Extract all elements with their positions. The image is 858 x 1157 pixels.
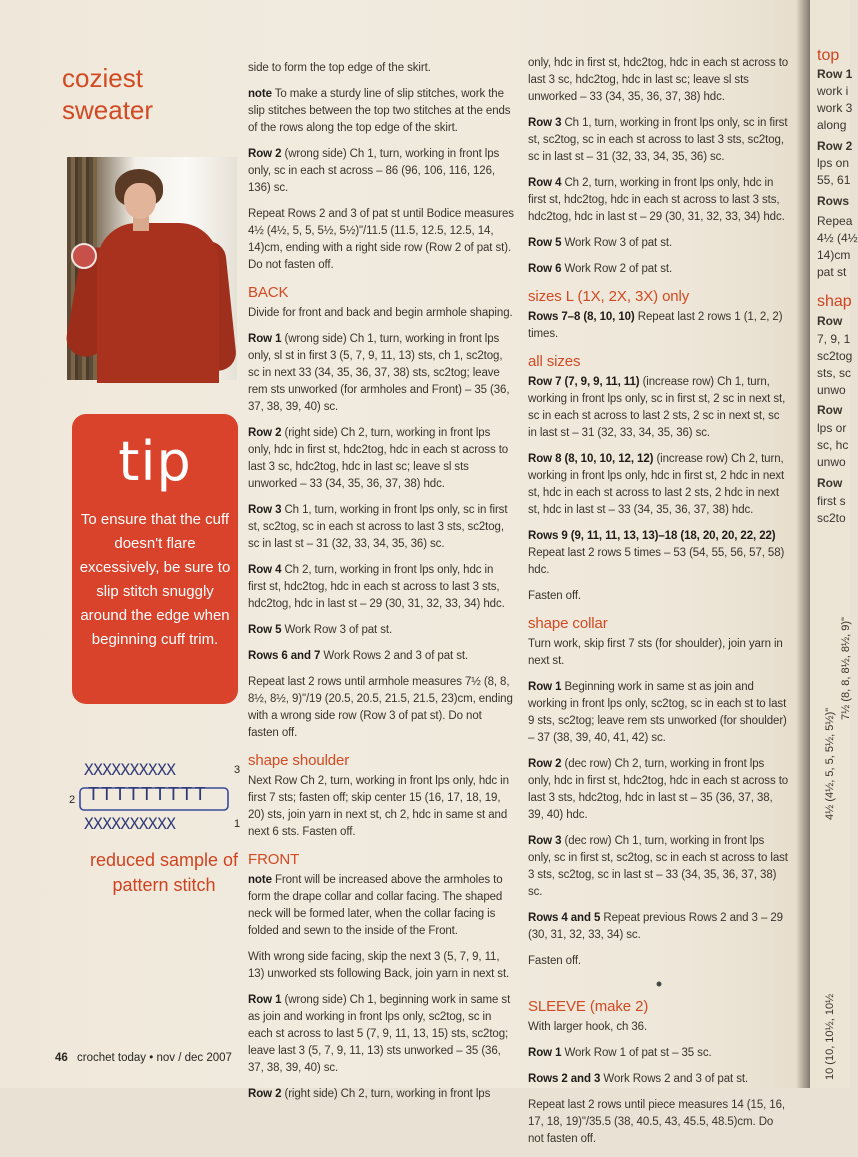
paragraph: Repeat Rows 2 and 3 of pat st until Bodice measures 4½ (4½, 5, 5, 5½, 5½)"/11.5 (11.5, 12.5, 12.5, 14, 14)cm, ending with a right side row (Row 2 of pat st). Do not fasten off. xyxy=(248,208,514,271)
heading-back: BACK xyxy=(248,284,289,301)
row-label: Rows 2 and 3 xyxy=(528,1073,601,1085)
paragraph xyxy=(248,425,514,493)
np-line: 4½ (4½ xyxy=(817,231,858,245)
paragraph-text: Repeat last 2 rows 1 (1, 2, 2) times. xyxy=(528,311,783,340)
paragraph-text: Front will be increased above the armholes to form the drape collar and collar facing. The shaped neck will be formed later, when the collar facing is folded and sewn to the inside of the Front. xyxy=(248,874,503,937)
np-line: Row xyxy=(817,476,843,490)
diagram-row-number-2: 2 xyxy=(69,794,76,806)
row-label: Row 1 xyxy=(528,681,562,693)
np-line: work 3 xyxy=(817,101,853,115)
title-line-1: coziest xyxy=(62,63,143,93)
diagram-caption: reduced sample of pattern stitch xyxy=(89,850,239,895)
paragraph xyxy=(248,648,514,665)
row-label: Row 2 xyxy=(248,427,282,439)
np-line: Repea xyxy=(817,214,853,228)
np-line: shap xyxy=(817,293,852,310)
row-label: Row 2 xyxy=(528,758,562,770)
row-label: Row 6 xyxy=(528,263,562,275)
diagram-row-number-3: 3 xyxy=(234,764,241,776)
np-line: lps on xyxy=(817,156,850,170)
np-vertical-measure: 4½ (4½, 5, 5, 5½, 5½)" xyxy=(824,707,836,820)
row-label: Row 3 xyxy=(528,117,562,129)
row-label: Row 8 (8, 10, 10, 12, 12) xyxy=(528,453,654,465)
row-label: Row 2 xyxy=(248,148,282,160)
paragraph xyxy=(528,235,790,252)
paragraph xyxy=(528,374,790,442)
paragraph-text: Repeat previous Rows 2 and 3 – 29 (30, 31, 32, 33, 34) sc. xyxy=(528,912,783,941)
paragraph-text: Ch 1, turn, working in front lps only, sc in first st, sc2tog, sc in each st across to last 3 sts, sc2tog, sc in last st – 31 (32, 33, 34, 35, 36) sc. xyxy=(528,117,788,163)
row-label: Row 3 xyxy=(528,835,562,847)
np-line: unwo xyxy=(817,383,846,397)
paragraph: only, hdc in first st, hdc2tog, hdc in each st across to last 3 sc, hdc2tog, hdc in last sc; leave sl sts unworked – 33 (34, 35, 36, 37, 38) hdc. xyxy=(528,57,789,103)
row-label: Rows 4 and 5 xyxy=(528,912,601,924)
np-line: 55, 61 xyxy=(817,173,851,187)
paragraph xyxy=(528,1071,790,1088)
paragraph xyxy=(528,309,790,343)
magazine-name: crochet today xyxy=(77,1052,147,1064)
tip-heading: tip xyxy=(118,430,192,493)
title-line-2: sweater xyxy=(62,95,154,125)
paragraph-text: (increase row) Ch 1, turn, working in front lps only, sc in first st, 2 sc in next st, sc in each st across to last 2 sts, 2 sc in next st, sc in last st – 31 (32, 33, 34, 35, 36) sc. xyxy=(528,376,786,439)
red-sweater xyxy=(97,223,219,383)
paragraph-text: Ch 1, turn, working in front lps only, sc in first st, sc2tog, sc in each st across to last 3 sts, sc2tog, sc in last st – 31 (32, 33, 34, 35, 36) sc. xyxy=(248,504,508,550)
adjacent-page-edge xyxy=(810,0,858,1088)
note-label: note xyxy=(248,88,272,100)
paragraph xyxy=(248,502,514,553)
tip-text: To ensure that the cuff doesn't flare excessively, be sure to slip stitch snuggly around the edge when beginning cuff trim. xyxy=(79,511,231,648)
page-footer xyxy=(55,1052,232,1064)
paragraph: side to form the top edge of the skirt. xyxy=(248,62,431,74)
paragraph-text: Ch 2, turn, working in front lps only, hdc in first st, hdc2tog, hdc in each st across to last 3 sts, hdc2tog, hdc in last st – 29 (30, 31, 32, 33, 34) hdc. xyxy=(248,564,505,610)
column-2 xyxy=(528,55,790,1157)
paragraph-text: Work Row 2 of pat st. xyxy=(561,263,673,275)
np-line: unwo xyxy=(817,455,846,469)
paragraph: With larger hook, ch 36. xyxy=(528,1021,648,1033)
paragraph: Repeat last 2 rows until piece measures 14 (15, 16, 17, 18, 19)"/35.5 (38, 40.5, 43, 45.5, 48.5)cm. Do not fasten off. xyxy=(528,1099,785,1145)
paragraph-text: (right side) Ch 2, turn, working in front lps only, hdc in first st, hdc2tog, hdc in each st across to last 3 sc, hdc2tog, hdc in last sc; leave sl sts unworked – 33 (34, 35, 36, 37, 38) hdc. xyxy=(248,427,509,490)
paragraph xyxy=(528,756,790,824)
np-line: pat st xyxy=(817,265,847,279)
paragraph xyxy=(248,86,514,137)
paragraph xyxy=(528,833,790,901)
np-line: sc2tog xyxy=(817,349,853,363)
np-line: sts, sc xyxy=(817,366,852,380)
paragraph xyxy=(248,992,514,1077)
heading-shape-collar: shape collar xyxy=(528,615,608,632)
paragraph-text: Beginning work in same st as join and working in front lps only, sc2tog, sc in each st to last 9 sts, sc2tog; leave rem sts unworked (for shoulder) – 37 (38, 39, 40, 41, 42) sc. xyxy=(528,681,787,744)
page-gutter-shadow xyxy=(796,0,810,1088)
paragraph-text: (dec row) Ch 1, turn, working in front lps only, sc in first st, sc2tog, sc in each st across to last 3 sts, sc2tog, sc in last st – 33 (34, 35, 36, 37, 38) sc. xyxy=(528,835,788,898)
paragraph: Repeat last 2 rows until armhole measures 7½ (8, 8, 8½, 8½, 9)"/19 (20.5, 20.5, 21.5, 21.5, 23)cm, ending with a wrong side row (Row 3 of pat st). Do not fasten off. xyxy=(248,676,513,739)
paragraph-text: Work Rows 2 and 3 of pat st. xyxy=(320,650,469,662)
model-face xyxy=(124,183,156,219)
np-line: 14)cm xyxy=(817,248,851,262)
paragraph-text: (wrong side) Ch 1, turn, working in front lps only, sc in each st across – 86 (96, 106, 116, 126, 136) sc. xyxy=(248,148,500,194)
row-label: Row 1 xyxy=(528,1047,562,1059)
paragraph-text: To make a sturdy line of slip stitches, work the slip stitches between the top two stitches at the ends of the rows along the top edge of the skirt. xyxy=(248,88,511,134)
yarn-ball xyxy=(71,243,97,269)
paragraph-text: (wrong side) Ch 1, turn, working in front lps only, sl st in first 3 (5, 7, 9, 11, 13) sts, ch 1, sc2tog, sc in next 33 (34, 35, 36, 37, 38) sts, sc2tog; leave rem sts unworked (for armholes and Front) – 35 (36, 37, 38, 39, 40) sc. xyxy=(248,333,510,413)
row-label: Row 5 xyxy=(248,624,282,636)
paragraph-text: Work Row 1 of pat st – 35 sc. xyxy=(561,1047,712,1059)
heading-shape-shoulder: shape shoulder xyxy=(248,752,350,769)
paragraph-text: (wrong side) Ch 1, beginning work in same st as join and working in front lps only, sc2tog, sc in each st across to last 5 (7, 9, 11, 13, 15) sts, sc2tog; leave last 3 (5, 7, 9, 11, 13) sts unworked – 35 (36, 37, 38, 39, 40) sc. xyxy=(248,994,511,1074)
paragraph xyxy=(528,1045,790,1062)
row-label: Row 7 (7, 9, 9, 11, 11) xyxy=(528,376,640,388)
np-line: 7, 9, 1 xyxy=(817,332,851,346)
np-line: Row 1 xyxy=(817,67,853,81)
np-line: Row 2 xyxy=(817,139,853,153)
row-label: Row 1 xyxy=(248,333,282,345)
paragraph-text: Work Rows 2 and 3 of pat st. xyxy=(600,1073,749,1085)
row-label: Rows 6 and 7 xyxy=(248,650,321,662)
note-label: note xyxy=(248,874,272,886)
paragraph xyxy=(248,872,514,940)
tip-box xyxy=(72,414,238,704)
row-label: Row 5 xyxy=(528,237,562,249)
diagram-row-3-symbols: XXXXXXXXXX xyxy=(84,760,176,779)
heading-sleeve: SLEEVE (make 2) xyxy=(528,998,649,1015)
row-label: Row 4 xyxy=(248,564,282,576)
row-label: Row 3 xyxy=(248,504,282,516)
paragraph xyxy=(528,115,790,166)
column-1 xyxy=(248,60,514,1112)
paragraph: Fasten off. xyxy=(528,955,582,967)
paragraph: With wrong side facing, skip the next 3 (5, 7, 9, 11, 13) unworked sts following Back, join yarn in next st. xyxy=(248,951,510,980)
np-line: first s xyxy=(817,494,846,508)
stitch-diagram xyxy=(66,758,246,848)
page-number: 46 xyxy=(55,1052,68,1064)
np-line: lps or xyxy=(817,421,847,435)
np-line: along xyxy=(817,118,847,132)
paragraph xyxy=(528,528,790,579)
paragraph-text: Work Row 3 of pat st. xyxy=(561,237,673,249)
np-line: Row xyxy=(817,314,843,328)
paragraph xyxy=(528,175,790,226)
paragraph-text: Ch 2, turn, working in front lps only, hdc in first st, hdc2tog, hdc in each st across to last 3 sts, hdc2tog, hdc in last st – 29 (30, 31, 32, 33, 34) hdc. xyxy=(528,177,785,223)
row-label: Row 1 xyxy=(248,994,282,1006)
paragraph-text: Work Row 3 of pat st. xyxy=(281,624,393,636)
np-line: sc, hc xyxy=(817,438,849,452)
row-label: Rows 7–8 (8, 10, 10) xyxy=(528,311,635,323)
footer-bullet: • xyxy=(149,1052,154,1064)
diagram-row-number-1: 1 xyxy=(234,818,241,830)
paragraph: Turn work, skip first 7 sts (for shoulder), join yarn in next st. xyxy=(528,638,783,667)
np-vertical-measure: 10 (10, 10½, 10½ xyxy=(824,993,836,1080)
issue-date: nov / dec 2007 xyxy=(156,1052,232,1064)
paragraph xyxy=(248,146,514,197)
np-line: work i xyxy=(817,84,849,98)
row-label: Row 4 xyxy=(528,177,562,189)
np-line: Row xyxy=(817,403,843,417)
heading-all-sizes: all sizes xyxy=(528,353,581,370)
row-label: Row 2 xyxy=(248,1088,282,1100)
paragraph xyxy=(248,622,514,639)
paragraph xyxy=(528,910,790,944)
paragraph: Next Row Ch 2, turn, working in front lps only, hdc in first 7 sts; fasten off; skip center 15 (16, 17, 18, 19, 20) sts, join yarn in next st, ch 2, hdc in same st and next 6 sts. Fasten off. xyxy=(248,775,509,838)
separator-dot: • xyxy=(655,974,663,994)
paragraph: Divide for front and back and begin armhole shaping. xyxy=(248,307,513,319)
paragraph xyxy=(248,331,514,416)
paragraph: Fasten off. xyxy=(528,590,582,602)
diagram-row-2-symbols: TTTTTTTTT xyxy=(88,784,209,805)
np-line: top xyxy=(817,47,840,64)
paragraph-text: Repeat last 2 rows 5 times – 53 (54, 55, 56, 57, 58) hdc. xyxy=(528,547,785,576)
np-line: Rows xyxy=(817,194,850,208)
row-label: Rows 9 (9, 11, 11, 13, 13)–18 (18, 20, 20, 22, 22) xyxy=(528,530,776,542)
paragraph xyxy=(528,261,790,278)
np-line: sc2to xyxy=(817,511,846,525)
heading-front: FRONT xyxy=(248,851,300,868)
paragraph xyxy=(248,562,514,613)
pattern-title xyxy=(62,62,153,126)
paragraph xyxy=(528,679,790,747)
paragraph-text: (increase row) Ch 2, turn, working in front lps only, hdc in first st, 2 hdc in next st, hdc in each st across to last 2 sts, 2 hdc in next st, hdc in last st – 33 (34, 35, 36, 37, 38) hdc. xyxy=(528,453,785,516)
paragraph-text: (right side) Ch 2, turn, working in front lps xyxy=(281,1088,491,1100)
np-vertical-measure: 7½ (8, 8, 8½, 8½, 9)" xyxy=(840,617,852,720)
heading-sizes-l: sizes L (1X, 2X, 3X) only xyxy=(528,288,690,305)
model-photo xyxy=(67,157,237,380)
diagram-row-1-symbols: XXXXXXXXXX xyxy=(84,814,176,833)
paragraph xyxy=(248,1086,514,1103)
paragraph xyxy=(528,451,790,519)
paragraph-text: (dec row) Ch 2, turn, working in front lps only, hdc in first st, hdc2tog, hdc in each st across to last 3 sts, hdc2tog, hdc in last st – 35 (36, 37, 38, 39, 40) hdc. xyxy=(528,758,789,821)
